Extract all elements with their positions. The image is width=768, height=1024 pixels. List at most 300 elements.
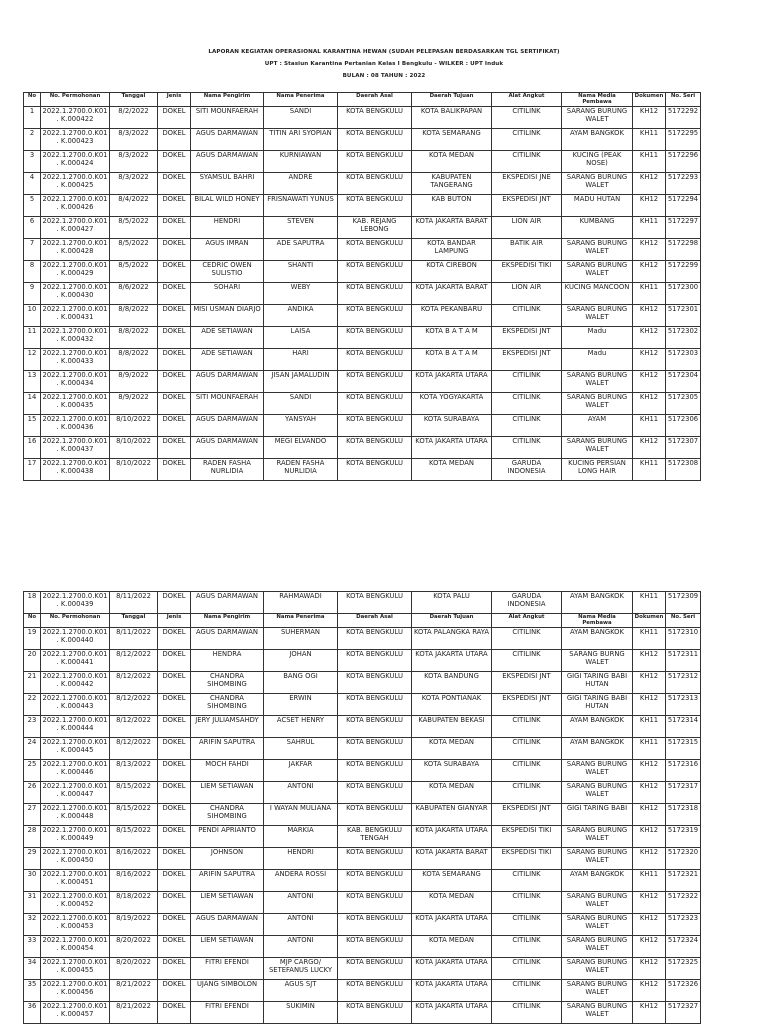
cell-jenis: DOKEL [158, 628, 191, 650]
cell-no-permohonan: 2022.1.2700.0.K01. K.000425 [41, 173, 110, 195]
cell-no-seri: 5172293 [666, 173, 701, 195]
cell-nama-pengirim: FITRI EFENDI [191, 958, 264, 980]
cell-daerah-asal: KOTA BENGKULU [338, 958, 412, 980]
cell-no: 24 [24, 738, 41, 760]
column-header-alat-angkut: Alat Angkut [492, 93, 562, 107]
cell-dokumen: KH12 [633, 848, 666, 870]
cell-jenis: DOKEL [158, 129, 191, 151]
cell-tanggal: 8/5/2022 [110, 239, 158, 261]
table-row [24, 628, 701, 650]
cell-alat-angkut: CITILINK [492, 716, 562, 738]
cell-no-permohonan: 2022.1.2700.0.K01. K.000422 [41, 107, 110, 129]
cell-daerah-tujuan: KOTA JAKARTA BARAT [412, 217, 492, 239]
table-row [24, 848, 701, 870]
cell-tanggal: 8/5/2022 [110, 261, 158, 283]
cell-alat-angkut: CITILINK [492, 371, 562, 393]
cell-nama-penerima: ANTONI [264, 892, 338, 914]
cell-no-permohonan: 2022.1.2700.0.K01. K.000427 [41, 217, 110, 239]
cell-nama-pengirim: FITRI EFENDI [191, 1002, 264, 1024]
cell-dokumen: KH12 [633, 393, 666, 415]
cell-nama-penerima: SANDI [264, 107, 338, 129]
cell-daerah-tujuan: KAB BUTON [412, 195, 492, 217]
column-header-nama-media-pembawa: Nama Media Pembawa [562, 93, 633, 107]
cell-no-permohonan: 2022.1.2700.0.K01. K.000439 [41, 592, 110, 614]
cell-tanggal: 8/10/2022 [110, 437, 158, 459]
cell-jenis: DOKEL [158, 782, 191, 804]
cell-nama-penerima: ANDRE [264, 173, 338, 195]
cell-nama-media-pembawa: AYAM BANGKOK [562, 628, 633, 650]
cell-dokumen: KH12 [633, 371, 666, 393]
cell-nama-penerima: SHANTI [264, 261, 338, 283]
cell-no-seri: 5172299 [666, 261, 701, 283]
cell-daerah-asal: KOTA BENGKULU [338, 239, 412, 261]
cell-daerah-asal: KOTA BENGKULU [338, 393, 412, 415]
cell-nama-pengirim: HENDRA [191, 650, 264, 672]
cell-no-permohonan: 2022.1.2700.0.K01. K.000446 [41, 760, 110, 782]
table-row [24, 672, 701, 694]
table-row [24, 870, 701, 892]
cell-nama-pengirim: LIEM SETIAWAN [191, 782, 264, 804]
cell-daerah-asal: KOTA BENGKULU [338, 261, 412, 283]
cell-alat-angkut: CITILINK [492, 892, 562, 914]
cell-no-seri: 5172298 [666, 239, 701, 261]
cell-no: 32 [24, 914, 41, 936]
column-header-jenis: Jenis [158, 614, 191, 628]
cell-no-permohonan: 2022.1.2700.0.K01. K.000457 [41, 1002, 110, 1024]
column-header-no-seri: No. Seri [666, 614, 701, 628]
cell-no: 21 [24, 672, 41, 694]
report-upt-line: UPT : Stasiun Karantina Pertanian Kelas I Bengkulu - WILKER : UPT Induk [264, 61, 504, 67]
cell-no-permohonan: 2022.1.2700.0.K01. K.000432 [41, 327, 110, 349]
cell-daerah-tujuan: KOTA MEDAN [412, 782, 492, 804]
table-row [24, 437, 701, 459]
cell-tanggal: 8/11/2022 [110, 592, 158, 614]
cell-alat-angkut: CITILINK [492, 393, 562, 415]
cell-no: 30 [24, 870, 41, 892]
cell-no: 22 [24, 694, 41, 716]
cell-daerah-asal: KOTA BENGKULU [338, 892, 412, 914]
cell-no-permohonan: 2022.1.2700.0.K01. K.000445 [41, 738, 110, 760]
cell-jenis: DOKEL [158, 217, 191, 239]
cell-nama-media-pembawa: AYAM BANGKOK [562, 129, 633, 151]
cell-nama-media-pembawa: KUCING (PEAK NOSE) [562, 151, 633, 173]
cell-nama-pengirim: ADE SETIAWAN [191, 349, 264, 371]
cell-dokumen: KH12 [633, 958, 666, 980]
cell-jenis: DOKEL [158, 826, 191, 848]
cell-nama-penerima: JISAN JAMALUDIN [264, 371, 338, 393]
cell-daerah-asal: KOTA BENGKULU [338, 592, 412, 614]
table-row [24, 694, 701, 716]
report-period: BULAN : 08 TAHUN : 2022 [342, 73, 426, 79]
cell-no-seri: 5172301 [666, 305, 701, 327]
cell-jenis: DOKEL [158, 327, 191, 349]
cell-nama-media-pembawa: SARANG BURUNG WALET [562, 437, 633, 459]
cell-dokumen: KH12 [633, 305, 666, 327]
column-header-no-seri: No. Seri [666, 93, 701, 107]
cell-dokumen: KH12 [633, 650, 666, 672]
table-row [24, 936, 701, 958]
cell-no: 12 [24, 349, 41, 371]
cell-jenis: DOKEL [158, 672, 191, 694]
cell-tanggal: 8/12/2022 [110, 694, 158, 716]
cell-nama-pengirim: SITI MOUNFAERAH [191, 107, 264, 129]
cell-nama-pengirim: JOHNSON [191, 848, 264, 870]
cell-no-permohonan: 2022.1.2700.0.K01. K.000423 [41, 129, 110, 151]
report-title: LAPORAN KEGIATAN OPERASIONAL KARANTINA HEWAN (SUDAH PELEPASAN BERDASARKAN TGL SERTIFIKAT) [208, 49, 560, 55]
column-header-daerah-tujuan: Daerah Tujuan [412, 93, 492, 107]
cell-daerah-asal: KOTA BENGKULU [338, 980, 412, 1002]
cell-daerah-tujuan: KOTA PEKANBARU [412, 305, 492, 327]
cell-jenis: DOKEL [158, 437, 191, 459]
cell-daerah-asal: KOTA BENGKULU [338, 327, 412, 349]
cell-daerah-asal: KOTA BENGKULU [338, 716, 412, 738]
column-header-nama-media-pembawa: Nama Media Pembawa [562, 614, 633, 628]
cell-daerah-asal: KOTA BENGKULU [338, 848, 412, 870]
cell-daerah-asal: KOTA BENGKULU [338, 151, 412, 173]
column-header-nama-penerima: Nama Penerima [264, 93, 338, 107]
cell-daerah-tujuan: KOTA JAKARTA UTARA [412, 980, 492, 1002]
cell-no: 29 [24, 848, 41, 870]
cell-jenis: DOKEL [158, 914, 191, 936]
column-header-no: No [24, 93, 41, 107]
table-row [24, 459, 701, 481]
cell-nama-pengirim: AGUS IMRAN [191, 239, 264, 261]
cell-no-seri: 5172303 [666, 349, 701, 371]
cell-dokumen: KH12 [633, 826, 666, 848]
cell-dokumen: KH12 [633, 327, 666, 349]
cell-no-seri: 5172312 [666, 672, 701, 694]
table-header-row [24, 614, 701, 628]
cell-nama-media-pembawa: SARANG BURUNG WALET [562, 1002, 633, 1024]
cell-no: 35 [24, 980, 41, 1002]
cell-daerah-tujuan: KOTA CIREBON [412, 261, 492, 283]
cell-no-seri: 5172300 [666, 283, 701, 305]
cell-nama-penerima: ANTONI [264, 782, 338, 804]
cell-dokumen: KH12 [633, 694, 666, 716]
cell-daerah-asal: KOTA BENGKULU [338, 672, 412, 694]
table-row [24, 195, 701, 217]
cell-nama-media-pembawa: SARANG BURUNG WALET [562, 393, 633, 415]
cell-alat-angkut: GARUDA INDONESIA [492, 592, 562, 614]
cell-nama-media-pembawa: SARANG BURUNG WALET [562, 958, 633, 980]
cell-daerah-tujuan: KABUPATEN BEKASI [412, 716, 492, 738]
table-row [24, 980, 701, 1002]
cell-dokumen: KH11 [633, 738, 666, 760]
cell-dokumen: KH12 [633, 437, 666, 459]
cell-nama-media-pembawa: SARANG BURUNG WALET [562, 980, 633, 1002]
cell-no-seri: 5172323 [666, 914, 701, 936]
cell-tanggal: 8/20/2022 [110, 936, 158, 958]
cell-nama-pengirim: CHANDRA SIHOMBING [191, 804, 264, 826]
cell-no-seri: 5172322 [666, 892, 701, 914]
cell-nama-pengirim: CEDRIC OWEN SULISTIO [191, 261, 264, 283]
cell-nama-media-pembawa: MADU HUTAN [562, 195, 633, 217]
cell-tanggal: 8/8/2022 [110, 349, 158, 371]
cell-daerah-tujuan: KOTA MEDAN [412, 738, 492, 760]
cell-daerah-tujuan: KOTA SEMARANG [412, 870, 492, 892]
cell-no: 34 [24, 958, 41, 980]
cell-daerah-tujuan: KOTA JAKARTA UTARA [412, 914, 492, 936]
cell-daerah-tujuan: KOTA BANDAR LAMPUNG [412, 239, 492, 261]
cell-no-seri: 5172311 [666, 650, 701, 672]
cell-tanggal: 8/21/2022 [110, 980, 158, 1002]
cell-no: 17 [24, 459, 41, 481]
cell-no: 5 [24, 195, 41, 217]
cell-nama-pengirim: MOCH FAHDI [191, 760, 264, 782]
cell-tanggal: 8/11/2022 [110, 628, 158, 650]
cell-dokumen: KH11 [633, 459, 666, 481]
cell-nama-media-pembawa: SARANG BURUNG WALET [562, 826, 633, 848]
table-row [24, 107, 701, 129]
table-row [24, 650, 701, 672]
cell-no: 14 [24, 393, 41, 415]
cell-alat-angkut: EKSPEDISI JNT [492, 349, 562, 371]
cell-nama-media-pembawa: AYAM BANGKOK [562, 870, 633, 892]
cell-alat-angkut: CITILINK [492, 760, 562, 782]
cell-no-seri: 5172317 [666, 782, 701, 804]
cell-no: 8 [24, 261, 41, 283]
cell-no-permohonan: 2022.1.2700.0.K01. K.000455 [41, 958, 110, 980]
cell-no: 1 [24, 107, 41, 129]
cell-nama-penerima: JAKFAR [264, 760, 338, 782]
cell-jenis: DOKEL [158, 393, 191, 415]
cell-daerah-tujuan: KOTA B A T A M [412, 349, 492, 371]
cell-daerah-asal: KOTA BENGKULU [338, 305, 412, 327]
cell-nama-media-pembawa: SARANG BURUNG WALET [562, 848, 633, 870]
cell-no-seri: 5172306 [666, 415, 701, 437]
cell-no-seri: 5172295 [666, 129, 701, 151]
cell-nama-pengirim: AGUS DARMAWAN [191, 415, 264, 437]
cell-daerah-tujuan: KOTA SURABAYA [412, 760, 492, 782]
column-header-nama-penerima: Nama Penerima [264, 614, 338, 628]
cell-no-seri: 5172307 [666, 437, 701, 459]
cell-no: 33 [24, 936, 41, 958]
cell-daerah-asal: KOTA BENGKULU [338, 870, 412, 892]
cell-dokumen: KH12 [633, 914, 666, 936]
column-header-no-permohonan: No. Permohonan [41, 93, 110, 107]
cell-daerah-asal: KOTA BENGKULU [338, 415, 412, 437]
cell-daerah-tujuan: KABUPATEN TANGERANG [412, 173, 492, 195]
cell-daerah-asal: KOTA BENGKULU [338, 283, 412, 305]
cell-jenis: DOKEL [158, 716, 191, 738]
cell-dokumen: KH12 [633, 980, 666, 1002]
cell-daerah-tujuan: KOTA B A T A M [412, 327, 492, 349]
cell-nama-pengirim: AGUS DARMAWAN [191, 914, 264, 936]
cell-daerah-asal: KOTA BENGKULU [338, 195, 412, 217]
cell-no-seri: 5172314 [666, 716, 701, 738]
cell-no: 7 [24, 239, 41, 261]
cell-alat-angkut: CITILINK [492, 107, 562, 129]
cell-nama-penerima: ERWIN [264, 694, 338, 716]
table-row [24, 415, 701, 437]
cell-nama-media-pembawa: SARANG BURUNG WALET [562, 305, 633, 327]
cell-dokumen: KH11 [633, 283, 666, 305]
table-row [24, 217, 701, 239]
cell-dokumen: KH11 [633, 129, 666, 151]
cell-nama-penerima: ANDERA ROSSI [264, 870, 338, 892]
cell-no: 28 [24, 826, 41, 848]
cell-tanggal: 8/16/2022 [110, 870, 158, 892]
cell-daerah-asal: KOTA BENGKULU [338, 738, 412, 760]
column-header-tanggal: Tanggal [110, 614, 158, 628]
table-header-row [24, 93, 701, 107]
cell-alat-angkut: CITILINK [492, 305, 562, 327]
cell-dokumen: KH11 [633, 151, 666, 173]
cell-nama-pengirim: CHANDRA SIHOMBING [191, 694, 264, 716]
cell-nama-pengirim: AGUS DARMAWAN [191, 592, 264, 614]
report-table-page-1 [23, 92, 701, 481]
cell-nama-pengirim: RADEN FASHA NURLIDIA [191, 459, 264, 481]
cell-no: 27 [24, 804, 41, 826]
cell-nama-penerima: FRISNAWATI YUNUS [264, 195, 338, 217]
cell-nama-pengirim: AGUS DARMAWAN [191, 129, 264, 151]
cell-daerah-tujuan: KOTA JAKARTA UTARA [412, 826, 492, 848]
column-header-nama-pengirim: Nama Pengirim [191, 93, 264, 107]
cell-nama-penerima: ANDIKA [264, 305, 338, 327]
cell-nama-penerima: SUKIMIN [264, 1002, 338, 1024]
cell-nama-pengirim: ARIFIN SAPUTRA [191, 870, 264, 892]
column-header-tanggal: Tanggal [110, 93, 158, 107]
cell-nama-penerima: LAISA [264, 327, 338, 349]
cell-no: 3 [24, 151, 41, 173]
cell-no-permohonan: 2022.1.2700.0.K01. K.000435 [41, 393, 110, 415]
table-row [24, 393, 701, 415]
cell-dokumen: KH12 [633, 239, 666, 261]
table-row [24, 151, 701, 173]
cell-nama-media-pembawa: SARANG BURUNG WALET [562, 173, 633, 195]
cell-nama-media-pembawa: AYAM BANGKOK [562, 716, 633, 738]
cell-tanggal: 8/16/2022 [110, 848, 158, 870]
cell-alat-angkut: BATIK AIR [492, 239, 562, 261]
cell-nama-media-pembawa: KUCING MANCOON [562, 283, 633, 305]
cell-tanggal: 8/6/2022 [110, 283, 158, 305]
cell-no-seri: 5172321 [666, 870, 701, 892]
cell-daerah-asal: KOTA BENGKULU [338, 782, 412, 804]
cell-no: 26 [24, 782, 41, 804]
cell-tanggal: 8/15/2022 [110, 804, 158, 826]
cell-tanggal: 8/12/2022 [110, 738, 158, 760]
cell-alat-angkut: CITILINK [492, 936, 562, 958]
cell-nama-media-pembawa: AYAM BANGKOK [562, 738, 633, 760]
cell-jenis: DOKEL [158, 195, 191, 217]
cell-daerah-tujuan: KOTA BANDUNG [412, 672, 492, 694]
table-row [24, 804, 701, 826]
cell-daerah-asal: KOTA BENGKULU [338, 650, 412, 672]
cell-no: 15 [24, 415, 41, 437]
cell-no-permohonan: 2022.1.2700.0.K01. K.000448 [41, 804, 110, 826]
cell-no-seri: 5172319 [666, 826, 701, 848]
cell-no-seri: 5172315 [666, 738, 701, 760]
cell-daerah-tujuan: KOTA SEMARANG [412, 129, 492, 151]
cell-nama-pengirim: BILAL WILD HONEY [191, 195, 264, 217]
cell-tanggal: 8/5/2022 [110, 217, 158, 239]
cell-no: 16 [24, 437, 41, 459]
cell-dokumen: KH11 [633, 870, 666, 892]
cell-no-seri: 5172296 [666, 151, 701, 173]
cell-no-seri: 5172308 [666, 459, 701, 481]
cell-no: 25 [24, 760, 41, 782]
cell-no-permohonan: 2022.1.2700.0.K01. K.000433 [41, 349, 110, 371]
cell-no-permohonan: 2022.1.2700.0.K01. K.000424 [41, 151, 110, 173]
cell-no-permohonan: 2022.1.2700.0.K01. K.000437 [41, 437, 110, 459]
cell-nama-media-pembawa: Madu [562, 327, 633, 349]
cell-alat-angkut: CITILINK [492, 870, 562, 892]
cell-alat-angkut: EKSPEDISI JNT [492, 804, 562, 826]
cell-nama-media-pembawa: SARANG BURUNG WALET [562, 914, 633, 936]
cell-nama-pengirim: AGUS DARMAWAN [191, 437, 264, 459]
cell-no: 13 [24, 371, 41, 393]
cell-nama-penerima: JOHAN [264, 650, 338, 672]
cell-daerah-asal: KOTA BENGKULU [338, 936, 412, 958]
cell-daerah-tujuan: KOTA JAKARTA UTARA [412, 1002, 492, 1024]
cell-nama-pengirim: CHANDRA SIHOMBING [191, 672, 264, 694]
cell-alat-angkut: CITILINK [492, 151, 562, 173]
cell-nama-penerima: HENDRI [264, 848, 338, 870]
cell-no-seri: 5172320 [666, 848, 701, 870]
cell-nama-media-pembawa: SARANG BURUNG WALET [562, 371, 633, 393]
cell-dokumen: KH11 [633, 592, 666, 614]
cell-tanggal: 8/19/2022 [110, 914, 158, 936]
cell-alat-angkut: CITILINK [492, 958, 562, 980]
cell-dokumen: KH12 [633, 261, 666, 283]
cell-nama-media-pembawa: SARANG BURUNG WALET [562, 760, 633, 782]
table-row [24, 716, 701, 738]
cell-no-seri: 5172309 [666, 592, 701, 614]
cell-alat-angkut: EKSPEDISI JNT [492, 195, 562, 217]
cell-no-permohonan: 2022.1.2700.0.K01. K.000434 [41, 371, 110, 393]
cell-jenis: DOKEL [158, 107, 191, 129]
cell-no-seri: 5172313 [666, 694, 701, 716]
cell-nama-media-pembawa: AYAM BANGKOK [562, 592, 633, 614]
cell-daerah-asal: KOTA BENGKULU [338, 129, 412, 151]
cell-alat-angkut: CITILINK [492, 415, 562, 437]
cell-no-seri: 5172318 [666, 804, 701, 826]
cell-daerah-asal: KAB. BENGKULU TENGAH [338, 826, 412, 848]
cell-alat-angkut: EKSPEDISI TIKI [492, 826, 562, 848]
cell-jenis: DOKEL [158, 804, 191, 826]
cell-alat-angkut: EKSPEDISI JNT [492, 694, 562, 716]
cell-nama-penerima: TITIN ARI SYOPIAN [264, 129, 338, 151]
cell-tanggal: 8/12/2022 [110, 716, 158, 738]
cell-jenis: DOKEL [158, 870, 191, 892]
cell-nama-media-pembawa: GIGI TARING BABI HUTAN [562, 694, 633, 716]
cell-dokumen: KH11 [633, 628, 666, 650]
table-row [24, 892, 701, 914]
column-header-daerah-tujuan: Daerah Tujuan [412, 614, 492, 628]
cell-dokumen: KH11 [633, 415, 666, 437]
cell-nama-penerima: KURNIAWAN [264, 151, 338, 173]
cell-no: 11 [24, 327, 41, 349]
table-row [24, 1002, 701, 1024]
cell-no-permohonan: 2022.1.2700.0.K01. K.000442 [41, 672, 110, 694]
cell-jenis: DOKEL [158, 980, 191, 1002]
cell-no-permohonan: 2022.1.2700.0.K01. K.000451 [41, 870, 110, 892]
cell-no-permohonan: 2022.1.2700.0.K01. K.000444 [41, 716, 110, 738]
cell-daerah-tujuan: KOTA MEDAN [412, 892, 492, 914]
cell-nama-penerima: WEBY [264, 283, 338, 305]
cell-no: 10 [24, 305, 41, 327]
cell-no-permohonan: 2022.1.2700.0.K01. K.000436 [41, 415, 110, 437]
cell-nama-media-pembawa: GIGI TARING BABI [562, 804, 633, 826]
cell-no-seri: 5172305 [666, 393, 701, 415]
cell-alat-angkut: CITILINK [492, 914, 562, 936]
cell-nama-pengirim: MISI USMAN DIARJO [191, 305, 264, 327]
cell-no-permohonan: 2022.1.2700.0.K01. K.000428 [41, 239, 110, 261]
cell-jenis: DOKEL [158, 958, 191, 980]
cell-daerah-asal: KOTA BENGKULU [338, 107, 412, 129]
cell-nama-pengirim: SYAMSUL BAHRI [191, 173, 264, 195]
cell-no-permohonan: 2022.1.2700.0.K01. K.000430 [41, 283, 110, 305]
